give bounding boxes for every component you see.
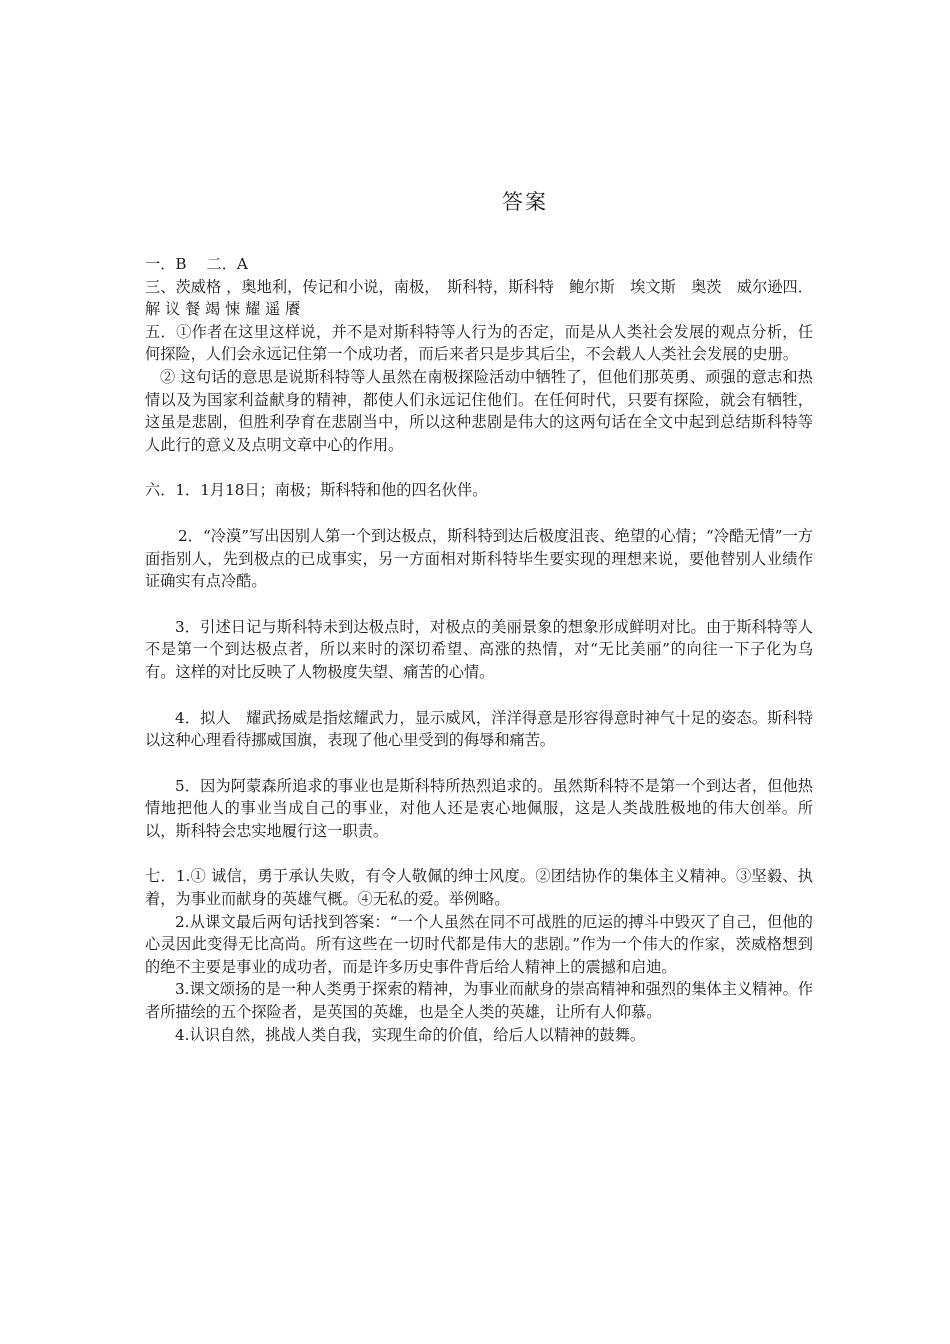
answer-page (145, 0, 815, 1344)
answer-section-7-q4: 4.认识自然，挑战人类自我，实现生命的价值，给后人以精神的鼓舞。 (175, 1025, 646, 1044)
paragraph-gap (145, 842, 813, 865)
answer-section-6-q5: 5．因为阿蒙森所追求的事业也是斯科特所热烈追求的。虽然斯科特不是第一个到达者，但他热情地把他人的事业当成自己的事业，对他人还是衷心地佩服，这是人类战胜极地的伟大创举。所以，斯科特会忠实地履行这一职责。 (145, 776, 813, 840)
page-title: 答案 (502, 190, 548, 214)
answer-section-7-q1: 七．1.① 诚信，勇于承认失败，有令人敬佩的绅士风度。②团结协作的集体主义精神。③坚毅、执着，为事业而献身的英雄气概。④无私的爱。举例略。 (145, 867, 813, 909)
paragraph-gap (145, 456, 813, 479)
answer-section-6-q1: 六．1．1月18日；南极；斯科特和他的四名伙伴。 (145, 481, 488, 500)
answer-section-5-part-1: 五．①作者在这里这样说，并不是对斯科特等人行为的否定，而是从人类社会发展的观点分析，任何探险，人们会永远记住第一个成功者，而后来者只是步其后尘，不会载人人类社会发展的史册。 (145, 322, 813, 364)
answer-body (145, 253, 813, 1046)
answer-section-3-4: 三、茨威格 ，奥地利，传记和小说，南极， 斯科特，斯科特 鲍尔斯 埃文斯 奥茨 威尔逊四．解 议 餐 竭 悚 耀 遥 餍 (145, 277, 813, 319)
answer-section-7-q2: 2.从课文最后两句话找到答案：“一个人虽然在同不可战胜的厄运的搏斗中毁灭了自己，但他的心灵因此变得无比高尚。所有这些在一切时代都是伟大的悲剧。”作为一个伟大的作家，茨威格想到的绝不主要是事业的成功者，而是许多历史事件背后给人精神上的震撼和启迪。 (145, 912, 813, 976)
answer-section-7-q3: 3.课文颂扬的是一种人类勇于探索的精神，为事业而献身的崇高精神和强烈的集体主义精神。作者所描绘的五个探险者，是英国的英雄，也是全人类的英雄，让所有人仰慕。 (145, 980, 813, 1022)
answer-section-6-q3: 3．引述日记与斯科特未到达极点时，对极点的美丽景象的想象形成鲜明对比。由于斯科特等人不是第一个到达极点者，所以来时的深切希望、高涨的热情，对“无比美丽”的向往一下子化为乌有。这样的对比反映了人物极度失望、痛苦的心情。 (145, 617, 813, 681)
paragraph-gap (145, 593, 813, 616)
paragraph-gap (145, 502, 813, 525)
answer-section-1-2: 一．B 二．A (145, 255, 248, 273)
answer-section-5-part-2: ② 这句话的意思是说斯科特等人虽然在南极探险活动中牺牲了，但他们那英勇、顽强的意志和热情以及为国家利益献身的精神，都使人们永远记住他们。在任何时代，只要有探险，就会有牺牲，这虽是悲剧，但胜利孕育在悲剧当中，所以这种悲剧是伟大的这两句话在全文中起到总结斯科特等人此行的意义及点明文章中心的作用。 (145, 367, 813, 454)
paragraph-gap (145, 752, 813, 775)
paragraph-gap (145, 684, 813, 707)
answer-section-6-q2: 2．“冷漠”写出因别人第一个到达极点，斯科特到达后极度沮丧、绝望的心情；“冷酷无情”一方面指别人，先到极点的已成事实，另一方面相对斯科特毕生要实现的理想来说，要他替别人业绩作证确实有点冷酷。 (145, 526, 813, 591)
answer-section-6-q4: 4．拟人 耀武扬威是指炫耀武力，显示威风，洋洋得意是形容得意时神气十足的姿态。斯科特以这种心理看待挪威国旗，表现了他心里受到的侮辱和痛苦。 (145, 708, 813, 750)
